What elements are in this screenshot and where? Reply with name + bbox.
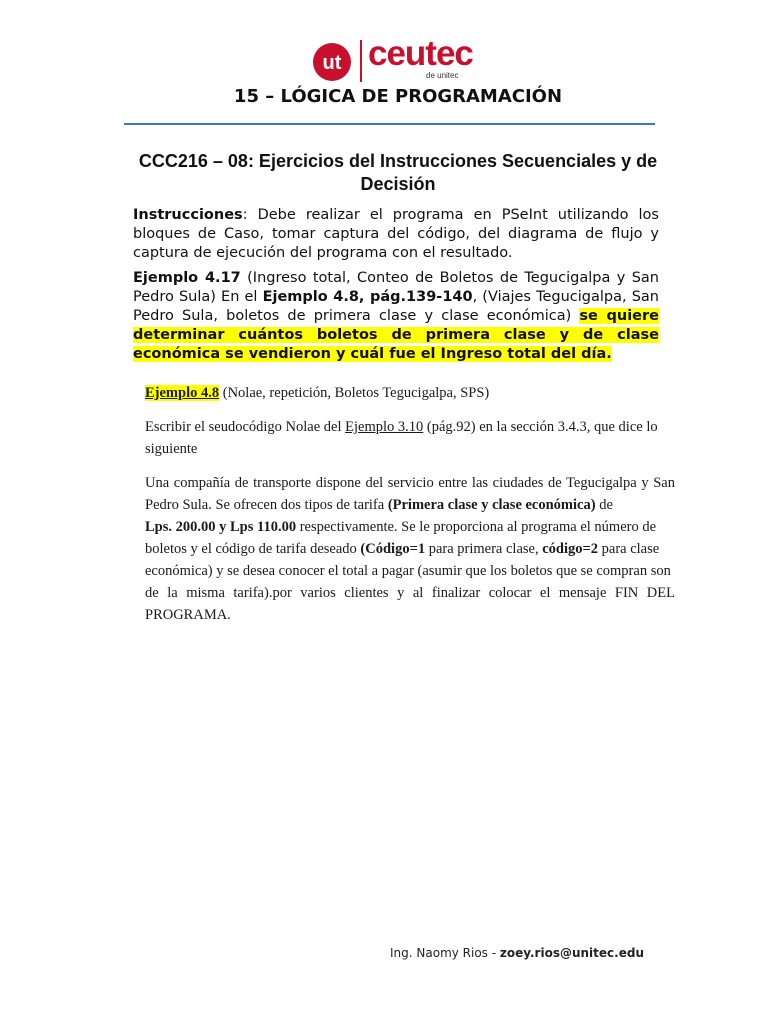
scan-line-4-e: para clase [598, 541, 660, 557]
example-reference: Ejemplo 4.8, pág.139-140 [262, 289, 473, 305]
scanned-excerpt [145, 382, 675, 626]
scan-line-4-a: boletos y el código de tarifa deseado [145, 541, 361, 557]
footer-email: zoey.rios@unitec.edu [499, 946, 644, 960]
scan-line-7: PROGRAMA. [145, 607, 231, 623]
footer [390, 946, 690, 960]
instructions-paragraph [133, 206, 659, 263]
ceutec-logo [312, 34, 492, 84]
scan-line-2-c: de [595, 497, 613, 513]
scan-line-2-b: (Primera clase y clase económica) [387, 497, 596, 513]
scan-heading [145, 382, 675, 404]
scan-line-3-a: Lps. 200.00 y Lps 110.00 [145, 519, 297, 535]
instructions-label: Instrucciones [133, 207, 243, 223]
scan-line-4-c: para primera clase, [425, 541, 543, 557]
ut-logo-icon [312, 42, 352, 82]
scan-line-1: Una compañía de transporte dispone del servicio entre las ciudades de Tegucigalpa y San [145, 475, 675, 491]
logo-mark-text: ut [322, 52, 342, 74]
scan-line-3 [145, 516, 675, 538]
scan-line-3-b: respectivamente. Se le proporciona al programa el número de [296, 519, 657, 535]
scan-line-2-a: Pedro Sula. Se ofrecen dos tipos de tarifa [145, 497, 388, 513]
example-text-1: (Ingreso total, Conteo de Boletos de Tegucigalpa y San Pedro Sula) En el [133, 270, 659, 305]
logo-subtitle: de unitec [426, 71, 459, 80]
scan-line-2 [145, 494, 675, 516]
example-paragraph [133, 269, 659, 364]
scan-line-5: económica) y se desea conocer el total a pagar (asumir que los boletos que se compran son [145, 563, 671, 579]
scan-p1-line1 [145, 416, 675, 438]
scan-line-4-d: código=2 [542, 541, 599, 557]
example-text-2: , (Viajes Tegucigalpa, San Pedro Sula, boletos de primera clase y clase económica) [133, 289, 660, 324]
scan-line-6: de la misma tarifa).por varios clientes y al finalizar colocar el mensaje FIN DEL [145, 585, 675, 601]
instructions-text: : Debe realizar el programa en PSeInt utilizando los bloques de Caso, tomar captura del código, del diagrama de flujo y captura de ejecución del programa con el resultado. [133, 207, 659, 261]
scan-line-4-b: (Código=1 [360, 541, 426, 557]
scan-p1-line2: siguiente [145, 441, 198, 457]
highlighted-objective: se quiere determinar cuántos boletos de primera clase y de clase económica se vendieron y cuál fue el Ingreso total del día. [133, 308, 659, 362]
scan-p1-link: Ejemplo 3.10 [345, 419, 424, 435]
course-title: 15 – LÓGICA DE PROGRAMACIÓN [233, 86, 563, 107]
scan-line-4 [145, 538, 675, 560]
header-rule [124, 123, 655, 125]
scan-heading-rest: (Nolae, repetición, Boletos Tegucigalpa, SPS) [219, 385, 490, 401]
footer-author: Ing. Naomy Rios - [390, 946, 500, 960]
scan-heading-label: Ejemplo 4.8 [145, 385, 220, 401]
logo-divider [360, 40, 362, 82]
example-label: Ejemplo 4.17 [133, 270, 241, 286]
scan-p1-text-a: Escribir el seudocódigo Nolae del [145, 419, 346, 435]
exercise-title: CCC216 – 08: Ejercicios del Instrucciones Secuenciales y de Decisión [138, 151, 658, 194]
logo-wordmark: ceutec [368, 34, 473, 73]
scan-p1-text-b: (pág.92) en la sección 3.4.3, que dice lo [423, 419, 658, 435]
